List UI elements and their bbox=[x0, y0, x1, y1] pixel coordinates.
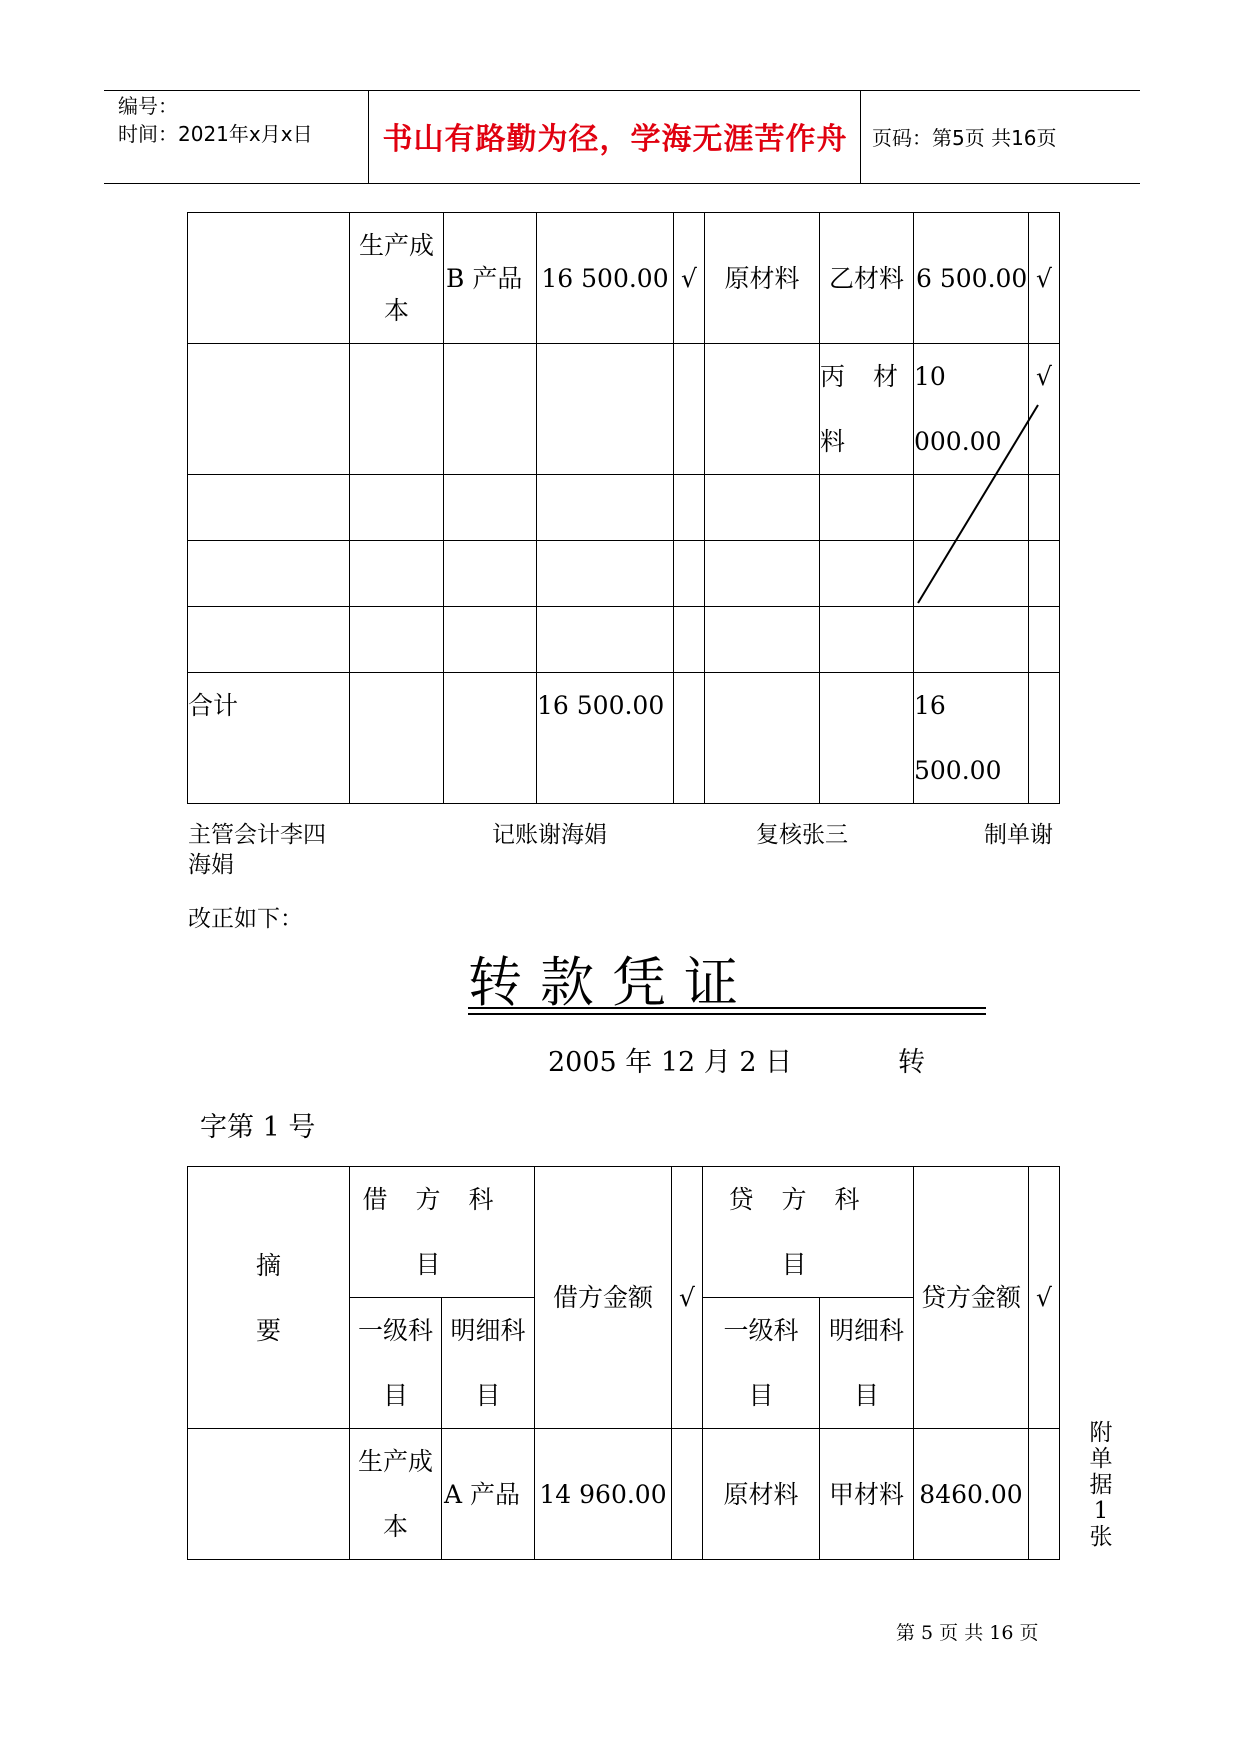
header-time-label: 时间：2021年x月x日 bbox=[118, 122, 313, 146]
debit-detail-cell: B 产品 bbox=[444, 213, 537, 344]
check-mark-cell: √ bbox=[1029, 213, 1060, 344]
debit-account-header: 借方科目 bbox=[350, 1167, 535, 1298]
check-mark-cell: √ bbox=[1029, 344, 1060, 475]
credit-main-cell: 原材料 bbox=[705, 213, 820, 344]
summary-header: 摘要 bbox=[188, 1167, 350, 1429]
credit-detail-cell: 丙 材料 bbox=[820, 344, 914, 475]
title-underline bbox=[468, 1007, 986, 1009]
debit-amount-cell: 14 960.00 bbox=[535, 1429, 672, 1560]
header-bottom-rule bbox=[104, 183, 1140, 184]
debit-detail-cell: A 产品 bbox=[442, 1429, 535, 1560]
credit-main-cell: 原材料 bbox=[703, 1429, 820, 1560]
total-debit-amount-cell: 16 500.00 bbox=[537, 673, 674, 804]
credit-amount-cell: 8460.00 bbox=[914, 1429, 1029, 1560]
summary-cell bbox=[188, 213, 350, 344]
table-row bbox=[188, 213, 1060, 344]
signature-reviewer: 复核张三 bbox=[756, 822, 848, 848]
check-header: √ bbox=[672, 1167, 703, 1429]
debit-amount-header: 借方金额 bbox=[535, 1167, 672, 1429]
credit-main-header: 一级科目 bbox=[703, 1298, 820, 1429]
credit-amount-cell: 6 500.00 bbox=[914, 213, 1029, 344]
voucher-date: 2005 年 12 月 2 日 bbox=[548, 1047, 793, 1078]
credit-amount-cell: 10 000.00 bbox=[914, 344, 1029, 475]
header-divider-right bbox=[860, 90, 861, 183]
voucher-number: 字第 1 号 bbox=[200, 1112, 316, 1143]
credit-detail-header: 明细科目 bbox=[820, 1298, 914, 1429]
header-number-label: 编号： bbox=[118, 94, 178, 118]
voucher-title: 转款凭证 bbox=[468, 951, 756, 1014]
debit-main-cell: 生产成本 bbox=[350, 1429, 442, 1560]
correction-note: 改正如下： bbox=[188, 906, 303, 932]
debit-amount-cell: 16 500.00 bbox=[537, 213, 674, 344]
signature-preparer: 制单谢 bbox=[984, 822, 1053, 848]
summary-cell bbox=[188, 1429, 350, 1560]
credit-amount-header: 贷方金额 bbox=[914, 1167, 1029, 1429]
cancel-diagonal-line bbox=[900, 395, 1050, 610]
attachment-note: 附单据 1 张 bbox=[1089, 1420, 1113, 1550]
header-slogan: 书山有路勤为径，学海无涯苦作舟 bbox=[382, 122, 848, 157]
table-row bbox=[188, 607, 1060, 673]
debit-main-header: 一级科目 bbox=[350, 1298, 442, 1429]
credit-account-header: 贷方科目 bbox=[703, 1167, 914, 1298]
check-mark-cell: √ bbox=[674, 213, 705, 344]
table-row-total bbox=[188, 673, 1060, 804]
credit-detail-cell: 乙材料 bbox=[820, 213, 914, 344]
header-top-rule bbox=[104, 90, 1140, 91]
signature-bookkeeper: 记账谢海娟 bbox=[492, 822, 607, 848]
page-footer: 第 5 页 共 16 页 bbox=[896, 1622, 1039, 1644]
debit-main-cell: 生产成本 bbox=[350, 213, 444, 344]
signature-supervisor: 主管会计李四海娟 bbox=[188, 822, 326, 878]
total-credit-amount-cell: 16 500.00 bbox=[914, 673, 1029, 804]
ledger-table-corrected bbox=[187, 1166, 1060, 1560]
debit-detail-header: 明细科目 bbox=[442, 1298, 535, 1429]
header-page-label: 页码：第5页 共16页 bbox=[872, 126, 1057, 150]
table-header-row bbox=[188, 1167, 1060, 1298]
voucher-type-char: 转 bbox=[898, 1047, 925, 1078]
header-divider-left bbox=[368, 90, 369, 183]
check-header: √ bbox=[1029, 1167, 1060, 1429]
table-row bbox=[188, 1429, 1060, 1560]
credit-detail-cell: 甲材料 bbox=[820, 1429, 914, 1560]
total-label-cell: 合计 bbox=[188, 673, 350, 804]
title-underline bbox=[468, 1013, 986, 1015]
